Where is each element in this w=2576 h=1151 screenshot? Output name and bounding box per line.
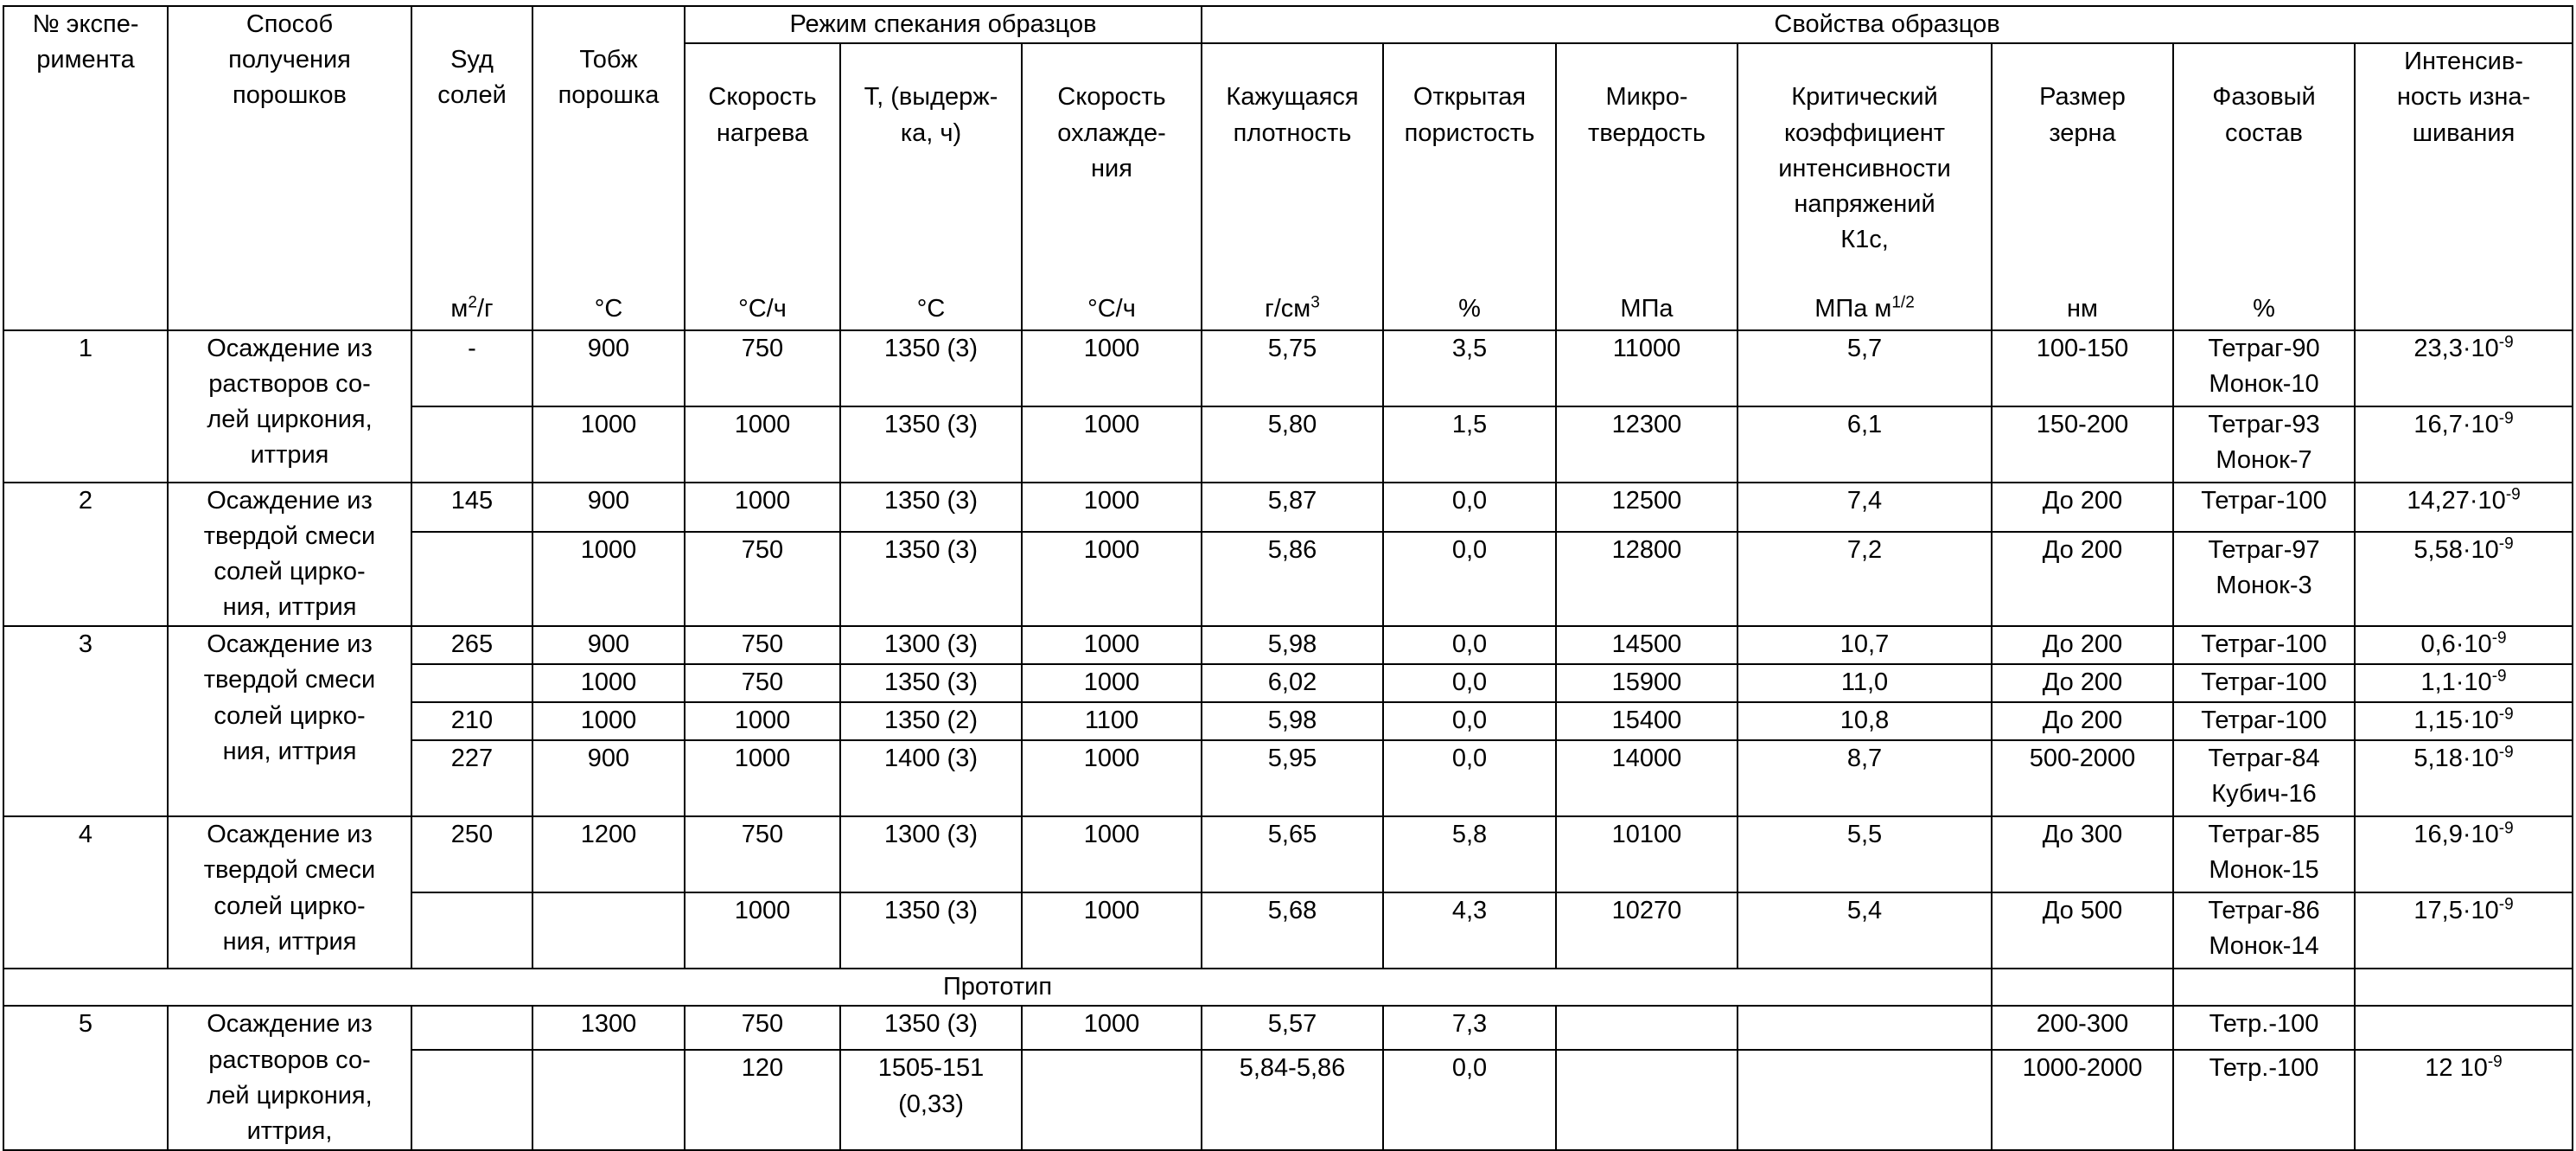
wear-exponent: -9 — [2498, 332, 2514, 351]
header-density-label: Кажущаяся плотность — [1226, 83, 1359, 147]
cell-hold-temp: 1350 (3) — [840, 532, 1022, 627]
cell-cool-rate: 1000 — [1022, 664, 1202, 702]
cell-method: Осаждение из растворов со- лей циркония, иттрия — [168, 330, 411, 483]
cell-k1c: 10,8 — [1738, 702, 1992, 740]
cell-porosity: 0,0 — [1383, 626, 1556, 664]
cell-exp-no: 5 — [3, 1006, 168, 1150]
cell-hold-temp: 1350 (2) — [840, 702, 1022, 740]
table-row — [3, 816, 2573, 892]
header-k1c-unit-base: МПа м — [1814, 295, 1892, 323]
cell-porosity: 3,5 — [1383, 330, 1556, 406]
cell-density: 5,57 — [1202, 1006, 1383, 1050]
header-properties: Свойства образцов — [1202, 6, 2573, 43]
cell-cool-rate: 1000 — [1022, 532, 1202, 627]
cell-k1c: 10,7 — [1738, 626, 1992, 664]
cell-cool-rate: 1000 — [1022, 740, 1202, 816]
experiment-table — [3, 5, 2573, 1151]
cell-wear — [2355, 406, 2573, 483]
cell-phase: Тетраг-93 Монок-7 — [2173, 406, 2355, 483]
cell-density: 5,95 — [1202, 740, 1383, 816]
header-exp-no: № экспе- римента — [3, 6, 168, 330]
cell-heat-rate: 750 — [685, 664, 840, 702]
cell-cool-rate — [1022, 1050, 1202, 1150]
cell-cool-rate: 1000 — [1022, 816, 1202, 892]
cell-exp-no: 3 — [3, 626, 168, 816]
cell-cool-rate: 1100 — [1022, 702, 1202, 740]
cell-grain: До 200 — [1992, 626, 2173, 664]
header-phase-unit: % — [2253, 295, 2275, 323]
cell-cool-rate: 1000 — [1022, 330, 1202, 406]
cell-hold-temp: 1350 (3) — [840, 330, 1022, 406]
cell-wear — [2355, 816, 2573, 892]
cell-exp-no: 2 — [3, 483, 168, 627]
cell-grain: 200-300 — [1992, 1006, 2173, 1050]
cell-t-obzh — [532, 1050, 685, 1150]
cell-t-obzh: 1000 — [532, 532, 685, 627]
cell-heat-rate: 1000 — [685, 892, 840, 969]
cell-microhardness: 14500 — [1556, 626, 1738, 664]
cell-s-ud: 250 — [411, 816, 532, 892]
table-row — [3, 330, 2573, 406]
header-porosity-unit: % — [1458, 295, 1481, 323]
cell-heat-rate: 1000 — [685, 740, 840, 816]
cell-s-ud — [411, 892, 532, 969]
header-t-obzh-unit: °C — [594, 295, 623, 323]
cell-wear — [2355, 532, 2573, 627]
prototype-empty-wear — [2355, 969, 2573, 1006]
cell-density: 5,68 — [1202, 892, 1383, 969]
cell-k1c: 11,0 — [1738, 664, 1992, 702]
cell-microhardness: 15900 — [1556, 664, 1738, 702]
cell-density: 6,02 — [1202, 664, 1383, 702]
header-microhardness-label: Микро- твердость — [1588, 83, 1706, 147]
header-t-obzh — [532, 6, 685, 330]
cell-density: 5,65 — [1202, 816, 1383, 892]
cell-phase: Тетраг-90 Монок-10 — [2173, 330, 2355, 406]
header-s-ud-label: Sуд солей — [437, 46, 507, 110]
cell-phase: Тетраг-97 Монок-3 — [2173, 532, 2355, 627]
header-k1c-label: Критический коэффициент интенсивности напряжений К1с, — [1778, 83, 1951, 254]
cell-wear — [2355, 702, 2573, 740]
cell-wear — [2355, 1006, 2573, 1050]
cell-density: 5,84-5,86 — [1202, 1050, 1383, 1150]
cell-method: Осаждение из твердой смеси солей цирко- ния, иттрия — [168, 816, 411, 969]
cell-s-ud — [411, 532, 532, 627]
cell-microhardness — [1556, 1050, 1738, 1150]
header-heat-rate-label: Скорость нагрева — [708, 83, 817, 147]
cell-porosity: 0,0 — [1383, 532, 1556, 627]
wear-exponent: -9 — [2498, 743, 2514, 762]
cell-heat-rate: 1000 — [685, 702, 840, 740]
cell-wear — [2355, 740, 2573, 816]
wear-value: 16,9·10 — [2413, 821, 2499, 849]
cell-exp-no: 1 — [3, 330, 168, 483]
cell-hold-temp: 1400 (3) — [840, 740, 1022, 816]
cell-k1c: 7,4 — [1738, 483, 1992, 532]
cell-porosity: 5,8 — [1383, 816, 1556, 892]
wear-value: 0,6·10 — [2420, 630, 2492, 659]
cell-t-obzh: 900 — [532, 740, 685, 816]
cell-heat-rate: 120 — [685, 1050, 840, 1150]
wear-value: 5,18·10 — [2413, 745, 2499, 773]
cell-k1c: 6,1 — [1738, 406, 1992, 483]
cell-heat-rate: 750 — [685, 816, 840, 892]
cell-hold-temp: 1350 (3) — [840, 664, 1022, 702]
header-hold-temp-label: Т, (выдерж- ка, ч) — [864, 83, 998, 147]
cell-phase: Тетраг-84 Кубич-16 — [2173, 740, 2355, 816]
wear-exponent: -9 — [2487, 1052, 2503, 1071]
cell-t-obzh: 1000 — [532, 406, 685, 483]
wear-value: 1,1·10 — [2420, 668, 2492, 697]
wear-exponent: -9 — [2498, 705, 2514, 724]
cell-s-ud — [411, 1006, 532, 1050]
cell-grain: До 500 — [1992, 892, 2173, 969]
table-body — [3, 330, 2573, 1151]
wear-exponent: -9 — [2505, 484, 2521, 503]
cell-density: 5,87 — [1202, 483, 1383, 532]
cell-cool-rate: 1000 — [1022, 626, 1202, 664]
header-microhardness — [1556, 43, 1738, 329]
cell-grain: До 300 — [1992, 816, 2173, 892]
cell-microhardness — [1556, 1006, 1738, 1050]
cell-density: 5,86 — [1202, 532, 1383, 627]
cell-microhardness: 10270 — [1556, 892, 1738, 969]
header-s-ud-unit-base: м — [450, 295, 469, 323]
cell-cool-rate: 1000 — [1022, 1006, 1202, 1050]
header-grain-unit: нм — [2067, 295, 2098, 323]
cell-phase: Тетр.-100 — [2173, 1050, 2355, 1150]
cell-grain: 1000-2000 — [1992, 1050, 2173, 1150]
cell-phase: Тетраг-100 — [2173, 664, 2355, 702]
cell-microhardness: 12300 — [1556, 406, 1738, 483]
header-density-unit — [1202, 291, 1382, 327]
header-microhardness-unit: МПа — [1620, 295, 1674, 323]
cell-porosity: 0,0 — [1383, 1050, 1556, 1150]
prototype-empty-phase — [2173, 969, 2355, 1006]
cell-hold-temp: 1300 (3) — [840, 626, 1022, 664]
cell-density: 5,98 — [1202, 626, 1383, 664]
cell-s-ud: 265 — [411, 626, 532, 664]
cell-phase: Тетраг-86 Монок-14 — [2173, 892, 2355, 969]
cell-heat-rate: 1000 — [685, 406, 840, 483]
cell-k1c: 7,2 — [1738, 532, 1992, 627]
cell-phase: Тетраг-100 — [2173, 626, 2355, 664]
cell-wear — [2355, 626, 2573, 664]
header-grain — [1992, 43, 2173, 329]
header-k1c-unit — [1738, 291, 1991, 327]
cell-porosity: 0,0 — [1383, 664, 1556, 702]
header-sintering-mode: Режим спекания образцов — [685, 6, 1202, 43]
header-cool-rate-unit: °C/ч — [1087, 295, 1136, 323]
cell-t-obzh: 1200 — [532, 816, 685, 892]
cell-s-ud: 145 — [411, 483, 532, 532]
cell-heat-rate: 750 — [685, 626, 840, 664]
cell-grain: 100-150 — [1992, 330, 2173, 406]
cell-microhardness: 10100 — [1556, 816, 1738, 892]
header-k1c-unit-exp: 1/2 — [1891, 293, 1915, 312]
cell-porosity: 7,3 — [1383, 1006, 1556, 1050]
cell-microhardness: 15400 — [1556, 702, 1738, 740]
cell-phase: Тетр.-100 — [2173, 1006, 2355, 1050]
header-s-ud — [411, 6, 532, 330]
table-row — [3, 626, 2573, 664]
cell-porosity: 1,5 — [1383, 406, 1556, 483]
cell-t-obzh: 900 — [532, 483, 685, 532]
cell-heat-rate: 750 — [685, 330, 840, 406]
header-s-ud-unit-exp: 2 — [468, 293, 477, 312]
cell-heat-rate: 750 — [685, 532, 840, 627]
wear-value: 23,3·10 — [2413, 334, 2499, 362]
header-cool-rate-label: Скорость охлажде- ния — [1057, 83, 1166, 182]
cell-s-ud — [411, 1050, 532, 1150]
cell-phase: Тетраг-100 — [2173, 483, 2355, 532]
wear-exponent: -9 — [2491, 667, 2507, 686]
cell-k1c — [1738, 1050, 1992, 1150]
wear-value: 16,7·10 — [2413, 410, 2499, 438]
wear-value: 12 10 — [2425, 1054, 2488, 1083]
prototype-empty-grain — [1992, 969, 2173, 1006]
cell-cool-rate: 1000 — [1022, 483, 1202, 532]
header-heat-rate — [685, 43, 840, 329]
cell-t-obzh: 1000 — [532, 664, 685, 702]
cell-s-ud — [411, 406, 532, 483]
cell-s-ud: 210 — [411, 702, 532, 740]
cell-hold-temp: 1350 (3) — [840, 406, 1022, 483]
header-s-ud-unit — [412, 291, 532, 327]
cell-s-ud: - — [411, 330, 532, 406]
wear-exponent: -9 — [2498, 819, 2514, 838]
cell-wear — [2355, 664, 2573, 702]
cell-porosity: 0,0 — [1383, 483, 1556, 532]
cell-cool-rate: 1000 — [1022, 406, 1202, 483]
cell-porosity: 4,3 — [1383, 892, 1556, 969]
cell-wear — [2355, 330, 2573, 406]
cell-microhardness: 14000 — [1556, 740, 1738, 816]
prototype-label: Прототип — [3, 969, 1992, 1006]
header-density-unit-base: г/см — [1265, 295, 1311, 323]
header-density-unit-exp: 3 — [1310, 293, 1320, 312]
wear-value: 14,27·10 — [2407, 486, 2506, 515]
cell-grain: 500-2000 — [1992, 740, 2173, 816]
cell-t-obzh: 900 — [532, 626, 685, 664]
cell-phase: Тетраг-100 — [2173, 702, 2355, 740]
cell-porosity: 0,0 — [1383, 702, 1556, 740]
cell-microhardness: 12500 — [1556, 483, 1738, 532]
cell-k1c: 8,7 — [1738, 740, 1992, 816]
header-method: Способ получения порошков — [168, 6, 411, 330]
cell-cool-rate: 1000 — [1022, 892, 1202, 969]
header-heat-rate-unit: °C/ч — [738, 295, 787, 323]
wear-value: 5,58·10 — [2413, 535, 2499, 564]
header-porosity-label: Открытая пористость — [1404, 83, 1535, 147]
cell-microhardness: 12800 — [1556, 532, 1738, 627]
cell-wear — [2355, 892, 2573, 969]
header-t-obzh-label: Тобж порошка — [558, 46, 660, 110]
cell-hold-temp: 1505-151 (0,33) — [840, 1050, 1022, 1150]
cell-heat-rate: 1000 — [685, 483, 840, 532]
cell-k1c: 5,4 — [1738, 892, 1992, 969]
header-hold-temp-unit: °C — [916, 295, 946, 323]
cell-t-obzh: 1000 — [532, 702, 685, 740]
cell-microhardness: 11000 — [1556, 330, 1738, 406]
wear-exponent: -9 — [2498, 534, 2514, 553]
cell-k1c — [1738, 1006, 1992, 1050]
wear-exponent: -9 — [2498, 408, 2514, 427]
cell-method: Осаждение из растворов со- лей циркония, иттрия, — [168, 1006, 411, 1150]
header-density — [1202, 43, 1383, 329]
header-hold-temp — [840, 43, 1022, 329]
cell-grain: До 200 — [1992, 483, 2173, 532]
header-grain-label: Размер зерна — [2039, 83, 2126, 147]
header-cool-rate — [1022, 43, 1202, 329]
cell-t-obzh: 1300 — [532, 1006, 685, 1050]
wear-value: 1,15·10 — [2413, 707, 2499, 735]
prototype-row — [3, 969, 2573, 1006]
table-row — [3, 1006, 2573, 1050]
cell-density: 5,80 — [1202, 406, 1383, 483]
cell-density: 5,98 — [1202, 702, 1383, 740]
cell-wear — [2355, 483, 2573, 532]
wear-exponent: -9 — [2498, 895, 2514, 914]
table-row — [3, 483, 2573, 532]
cell-method: Осаждение из твердой смеси солей цирко- ния, иттрия — [168, 483, 411, 627]
header-phase — [2173, 43, 2355, 329]
cell-hold-temp: 1350 (3) — [840, 483, 1022, 532]
cell-k1c: 5,5 — [1738, 816, 1992, 892]
wear-exponent: -9 — [2491, 629, 2507, 648]
cell-grain: До 200 — [1992, 532, 2173, 627]
cell-density: 5,75 — [1202, 330, 1383, 406]
cell-hold-temp: 1350 (3) — [840, 892, 1022, 969]
cell-phase: Тетраг-85 Монок-15 — [2173, 816, 2355, 892]
cell-grain: До 200 — [1992, 664, 2173, 702]
header-wear: Интенсив- ность изна- шивания — [2355, 43, 2573, 329]
cell-wear — [2355, 1050, 2573, 1150]
cell-grain: 150-200 — [1992, 406, 2173, 483]
header-s-ud-unit-tail: /г — [476, 295, 494, 323]
cell-heat-rate: 750 — [685, 1006, 840, 1050]
cell-k1c: 5,7 — [1738, 330, 1992, 406]
cell-method: Осаждение из твердой смеси солей цирко- ния, иттрия — [168, 626, 411, 816]
cell-t-obzh: 900 — [532, 330, 685, 406]
cell-s-ud — [411, 664, 532, 702]
cell-grain: До 200 — [1992, 702, 2173, 740]
cell-t-obzh — [532, 892, 685, 969]
cell-hold-temp: 1300 (3) — [840, 816, 1022, 892]
wear-value: 17,5·10 — [2413, 897, 2499, 925]
cell-s-ud: 227 — [411, 740, 532, 816]
header-k1c — [1738, 43, 1992, 329]
header-phase-label: Фазовый состав — [2212, 83, 2316, 147]
cell-porosity: 0,0 — [1383, 740, 1556, 816]
cell-exp-no: 4 — [3, 816, 168, 969]
cell-hold-temp: 1350 (3) — [840, 1006, 1022, 1050]
header-porosity — [1383, 43, 1556, 329]
